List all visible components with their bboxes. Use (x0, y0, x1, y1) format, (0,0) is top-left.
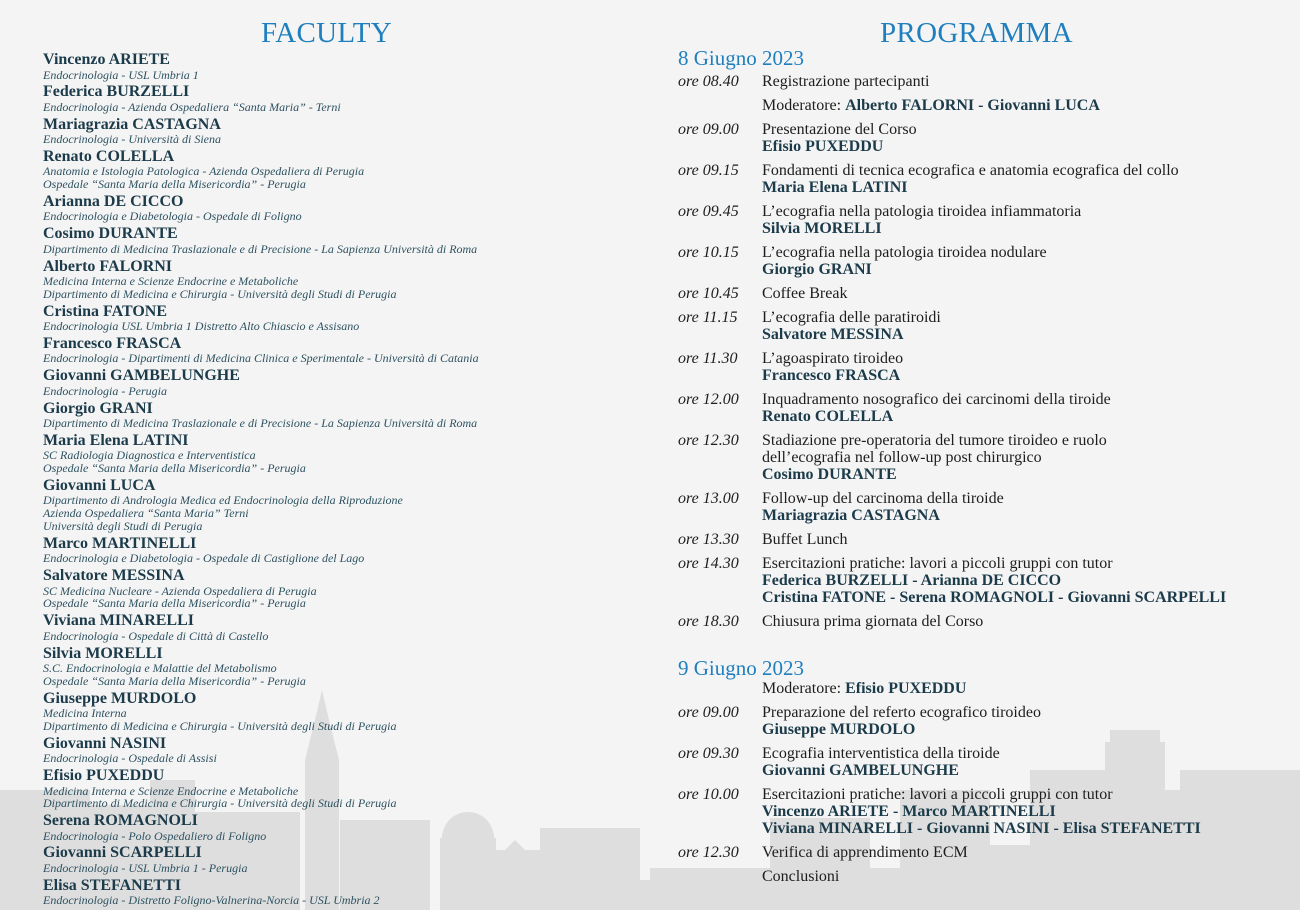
faculty-member (43, 149, 643, 191)
faculty-affiliation: Dipartimento di Medicina Traslazionale e di Precisione - La Sapienza Università di Roma (43, 416, 478, 431)
faculty-member (43, 433, 643, 475)
schedule-entry (678, 97, 1288, 114)
entry-body (762, 844, 1288, 861)
faculty-member (43, 646, 643, 688)
entry-title: L’ecografia nella patologia tiroidea nodulare (762, 244, 1047, 261)
faculty-member (43, 336, 643, 365)
faculty-member (43, 401, 643, 430)
faculty-name: Giorgio GRANI (43, 399, 153, 417)
entry-time: ore 12.30 (678, 844, 739, 861)
faculty-member (43, 226, 643, 255)
entry-body (762, 786, 1288, 837)
entry-speaker: Maria Elena LATINI (762, 179, 908, 196)
faculty-affiliation: Azienda Ospedaliera “Santa Maria” Terni (43, 506, 249, 521)
entry-time: ore 10.00 (678, 786, 739, 803)
entry-title: Chiusura prima giornata del Corso (762, 613, 984, 630)
entry-speaker: Salvatore MESSINA (762, 326, 904, 343)
moderator-line (762, 97, 1288, 114)
day-1-schedule (678, 73, 1288, 637)
schedule-entry (678, 555, 1288, 606)
faculty-member (43, 478, 643, 533)
entry-title: Verifica di apprendimento ECM (762, 844, 968, 861)
faculty-affiliation: Endocrinologia - Perugia (43, 383, 167, 398)
faculty-heading: FACULTY (261, 17, 393, 49)
entry-time: ore 10.45 (678, 285, 739, 302)
faculty-member (43, 304, 643, 333)
entry-speaker: Mariagrazia CASTAGNA (762, 507, 940, 524)
entry-time: ore 09.15 (678, 162, 739, 179)
faculty-member (43, 84, 643, 113)
faculty-affiliation: Dipartimento di Medicina e Chirurgia - Università degli Studi di Perugia (43, 796, 397, 811)
entry-body (762, 350, 1288, 384)
entry-title: Buffet Lunch (762, 531, 848, 548)
entry-title: dell’ecografia nel follow-up post chirurgico (762, 449, 1042, 466)
moderator-line (762, 680, 1288, 697)
faculty-member (43, 768, 643, 810)
entry-title: Fondamenti di tecnica ecografica e anatomia ecografica del collo (762, 162, 1179, 179)
faculty-affiliation: Endocrinologia e Diabetologia - Ospedale di Castiglione del Lago (43, 551, 365, 566)
schedule-entry (678, 162, 1288, 196)
faculty-name: Giovanni GAMBELUNGHE (43, 367, 240, 385)
entry-title: L’agoaspirato tiroideo (762, 350, 904, 367)
faculty-name: Alberto FALORNI (43, 257, 173, 275)
entry-time: ore 14.30 (678, 555, 739, 572)
entry-time: ore 11.15 (678, 309, 738, 326)
faculty-affiliation: Endocrinologia - Polo Ospedaliero di Foligno (43, 828, 267, 843)
faculty-affiliation: Ospedale “Santa Maria della Misericordia” - Perugia (43, 673, 306, 688)
entry-body (762, 613, 1288, 630)
faculty-name: Cosimo DURANTE (43, 225, 178, 243)
entry-speaker: Efisio PUXEDDU (762, 138, 884, 155)
entry-title: Stadiazione pre-operatoria del tumore tiroideo e ruolo (762, 432, 1107, 449)
entry-speaker: Giovanni GAMBELUNGHE (762, 762, 959, 779)
faculty-name: Francesco FRASCA (43, 334, 182, 352)
faculty-affiliation: Endocrinologia - Azienda Ospedaliera “Santa Maria” - Terni (43, 99, 341, 114)
schedule-entry (678, 745, 1288, 779)
entry-body (762, 309, 1288, 343)
faculty-member (43, 613, 643, 642)
entry-body (762, 868, 1288, 885)
schedule-entry (678, 309, 1288, 343)
schedule-entry (678, 73, 1288, 90)
entry-time: ore 13.30 (678, 531, 739, 548)
entry-speaker: Cosimo DURANTE (762, 466, 897, 483)
faculty-name: Cristina FATONE (43, 302, 168, 320)
faculty-affiliation: Ospedale “Santa Maria della Misericordia” - Perugia (43, 177, 306, 192)
entry-time: ore 12.00 (678, 391, 739, 408)
schedule-entry (678, 680, 1288, 697)
entry-time: ore 08.40 (678, 73, 739, 90)
schedule-entry (678, 391, 1288, 425)
faculty-name: Giovanni LUCA (43, 476, 156, 494)
schedule-entry (678, 121, 1288, 155)
entry-time: ore 09.45 (678, 203, 739, 220)
moderator-names: Alberto FALORNI - Giovanni LUCA (845, 97, 1100, 114)
faculty-affiliation: Endocrinologia - Dipartimenti di Medicina Clinica e Sperimentale - Università di Catania (43, 351, 479, 366)
faculty-affiliation: Dipartimento di Medicina Traslazionale e di Precisione - La Sapienza Università di Roma (43, 241, 478, 256)
faculty-name: Marco MARTINELLI (43, 534, 197, 552)
faculty-affiliation: Medicina Interna e Scienze Endocrine e Metaboliche (43, 783, 299, 798)
faculty-member (43, 117, 643, 146)
moderator-label: Moderatore: (762, 680, 846, 697)
day-title-2: 9 Giugno 2023 (678, 656, 804, 680)
faculty-name: Mariagrazia CASTAGNA (43, 115, 221, 133)
entry-speaker: Francesco FRASCA (762, 367, 901, 384)
entry-speaker: Vincenzo ARIETE - Marco MARTINELLI (762, 803, 1056, 820)
moderator-label: Moderatore: (762, 97, 846, 114)
entry-title: Follow-up del carcinoma della tiroide (762, 490, 1004, 507)
faculty-affiliation: SC Medicina Nucleare - Azienda Ospedaliera di Perugia (43, 583, 317, 598)
entry-time: ore 11.30 (678, 350, 738, 367)
entry-speaker: Federica BURZELLI - Arianna DE CICCO (762, 572, 1062, 589)
entry-time: ore 13.00 (678, 490, 739, 507)
faculty-name: Giovanni SCARPELLI (43, 844, 202, 862)
schedule-entry (678, 285, 1288, 302)
faculty-name: Giovanni NASINI (43, 734, 167, 752)
faculty-name: Salvatore MESSINA (43, 567, 185, 585)
entry-body (762, 244, 1288, 278)
faculty-name: Arianna DE CICCO (43, 192, 184, 210)
entry-body (762, 680, 1288, 697)
faculty-list (43, 52, 643, 910)
entry-title: Ecografia interventistica della tiroide (762, 745, 1000, 762)
entry-body (762, 121, 1288, 155)
entry-body (762, 531, 1288, 548)
entry-body (762, 73, 1288, 90)
entry-speaker: Cristina FATONE - Serena ROMAGNOLI - Giovanni SCARPELLI (762, 589, 1227, 606)
entry-title: Presentazione del Corso (762, 121, 917, 138)
faculty-affiliation: Dipartimento di Medicina e Chirurgia - Università degli Studi di Perugia (43, 286, 397, 301)
faculty-member (43, 194, 643, 223)
faculty-member (43, 368, 643, 397)
entry-title: Coffee Break (762, 285, 848, 302)
faculty-name: Serena ROMAGNOLI (43, 812, 198, 830)
faculty-affiliation: Endocrinologia USL Umbria 1 Distretto Alto Chiascio e Assisano (43, 319, 360, 334)
faculty-name: Elisa STEFANETTI (43, 876, 181, 894)
faculty-member (43, 536, 643, 565)
faculty-affiliation: Endocrinologia - Distretto Foligno-Valnerina-Norcia - USL Umbria 2 (43, 893, 380, 908)
entry-body (762, 704, 1288, 738)
entry-title: Esercitazioni pratiche: lavori a piccoli gruppi con tutor (762, 786, 1113, 803)
entry-speaker: Silvia MORELLI (762, 220, 882, 237)
entry-title: Preparazione del referto ecografico tiroideo (762, 704, 1041, 721)
faculty-member (43, 52, 643, 81)
entry-body (762, 97, 1288, 114)
day-2-schedule (678, 680, 1288, 892)
faculty-affiliation: Endocrinologia - USL Umbria 1 - Perugia (43, 860, 248, 875)
faculty-name: Federica BURZELLI (43, 83, 190, 101)
schedule-entry (678, 704, 1288, 738)
faculty-name: Silvia MORELLI (43, 644, 163, 662)
faculty-affiliation: Endocrinologia - USL Umbria 1 (43, 67, 199, 82)
entry-title: L’ecografia delle paratiroidi (762, 309, 941, 326)
entry-body (762, 745, 1288, 779)
schedule-entry (678, 786, 1288, 837)
faculty-member (43, 813, 643, 842)
faculty-affiliation: Ospedale “Santa Maria della Misericordia” - Perugia (43, 596, 306, 611)
faculty-affiliation: Endocrinologia e Diabetologia - Ospedale di Foligno (43, 209, 302, 224)
entry-speaker: Giuseppe MURDOLO (762, 721, 916, 738)
schedule-entry (678, 844, 1288, 861)
programma-heading: PROGRAMMA (880, 17, 1073, 49)
faculty-name: Viviana MINARELLI (43, 612, 194, 630)
faculty-affiliation: Università degli Studi di Perugia (43, 519, 203, 534)
faculty-affiliation: Endocrinologia - Ospedale di Assisi (43, 751, 217, 766)
entry-body (762, 285, 1288, 302)
entry-body (762, 555, 1288, 606)
entry-time: ore 12.30 (678, 432, 739, 449)
schedule-entry (678, 432, 1288, 483)
entry-title: Esercitazioni pratiche: lavori a piccoli gruppi con tutor (762, 555, 1113, 572)
entry-title: Inquadramento nosografico dei carcinomi della tiroide (762, 391, 1111, 408)
faculty-name: Maria Elena LATINI (43, 431, 189, 449)
entry-speaker: Giorgio GRANI (762, 261, 872, 278)
entry-body (762, 432, 1288, 483)
entry-body (762, 391, 1288, 425)
faculty-member (43, 259, 643, 301)
faculty-member (43, 691, 643, 733)
entry-speaker: Renato COLELLA (762, 408, 894, 425)
entry-body (762, 162, 1288, 196)
schedule-entry (678, 531, 1288, 548)
day-title-1: 8 Giugno 2023 (678, 46, 804, 70)
entry-speaker: Viviana MINARELLI - Giovanni NASINI - Elisa STEFANETTI (762, 820, 1201, 837)
faculty-affiliation: S.C. Endocrinologia e Malattie del Metabolismo (43, 661, 277, 676)
faculty-affiliation: Endocrinologia - Università di Siena (43, 132, 221, 147)
entry-time: ore 09.00 (678, 704, 739, 721)
faculty-name: Giuseppe MURDOLO (43, 689, 197, 707)
schedule-entry (678, 350, 1288, 384)
entry-title: Registrazione partecipanti (762, 73, 930, 90)
moderator-names: Efisio PUXEDDU (845, 680, 967, 697)
faculty-member (43, 736, 643, 765)
entry-time: ore 18.30 (678, 613, 739, 630)
schedule-entry (678, 203, 1288, 237)
faculty-member (43, 845, 643, 874)
faculty-name: Vincenzo ARIETE (43, 51, 170, 68)
entry-title: Conclusioni (762, 868, 840, 885)
faculty-affiliation: Medicina Interna e Scienze Endocrine e Metaboliche (43, 274, 299, 289)
schedule-entry (678, 244, 1288, 278)
schedule-entry (678, 613, 1288, 630)
entry-time: ore 09.00 (678, 121, 739, 138)
faculty-member (43, 878, 643, 907)
faculty-affiliation: Anatomia e Istologia Patologica - Azienda Ospedaliera di Perugia (43, 164, 365, 179)
faculty-affiliation: Dipartimento di Medicina e Chirurgia - Università degli Studi di Perugia (43, 718, 397, 733)
faculty-affiliation: SC Radiologia Diagnostica e Interventistica (43, 448, 256, 463)
schedule-entry (678, 868, 1288, 885)
schedule-entry (678, 490, 1288, 524)
faculty-affiliation: Dipartimento di Andrologia Medica ed Endocrinologia della Riproduzione (43, 493, 403, 508)
entry-time: ore 09.30 (678, 745, 739, 762)
faculty-member (43, 568, 643, 610)
entry-body (762, 490, 1288, 524)
faculty-affiliation: Endocrinologia - Ospedale di Città di Castello (43, 628, 269, 643)
entry-time: ore 10.15 (678, 244, 739, 261)
faculty-name: Efisio PUXEDDU (43, 767, 165, 785)
entry-body (762, 203, 1288, 237)
faculty-affiliation: Ospedale “Santa Maria della Misericordia” - Perugia (43, 461, 306, 476)
entry-title: L’ecografia nella patologia tiroidea infiammatoria (762, 203, 1082, 220)
faculty-name: Renato COLELLA (43, 147, 175, 165)
faculty-affiliation: Medicina Interna (43, 706, 127, 721)
